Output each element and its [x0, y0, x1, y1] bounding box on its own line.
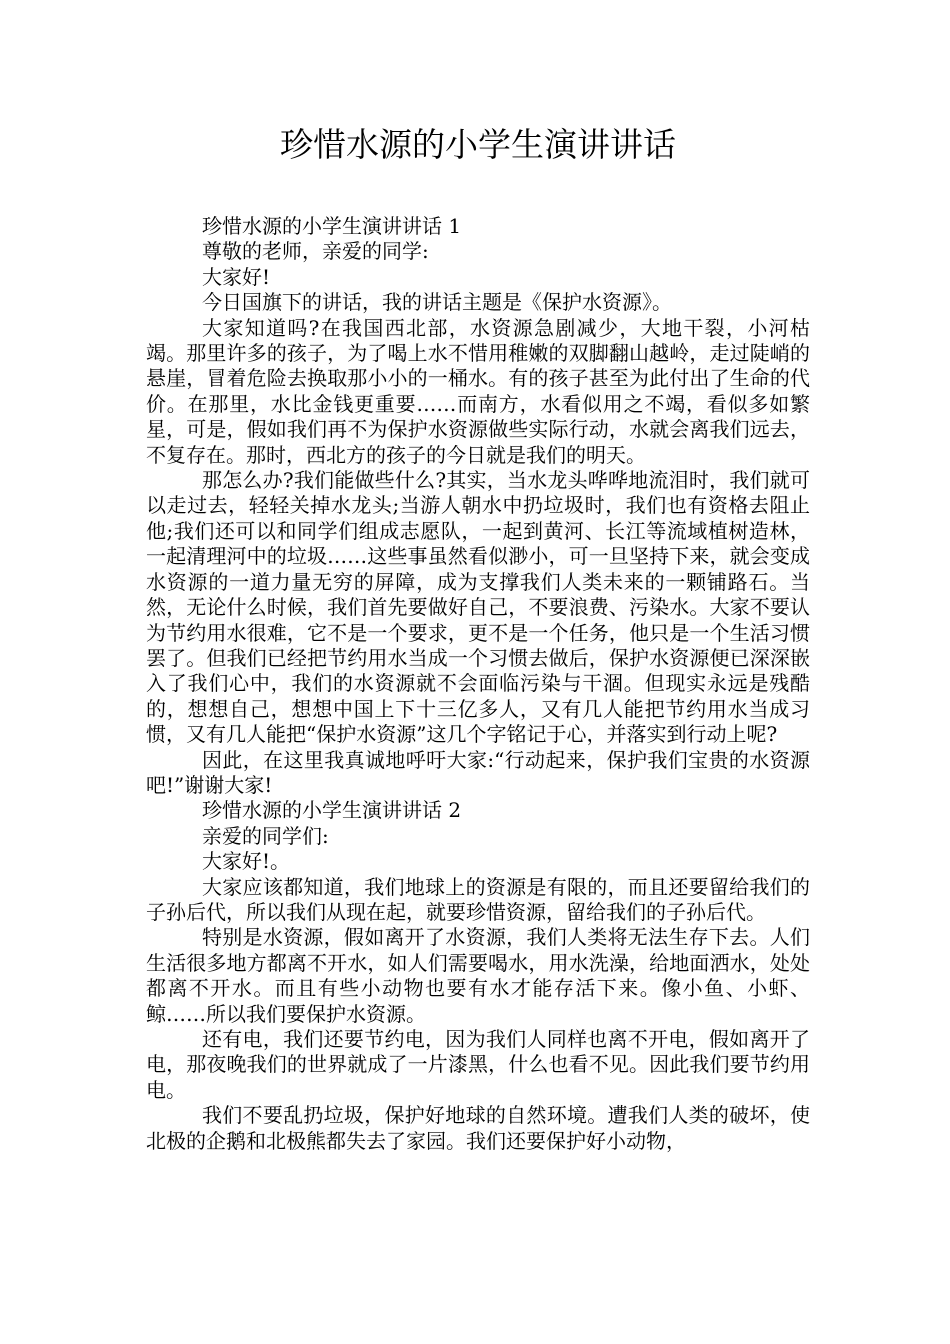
section-heading-2: 珍惜水源的小学生演讲讲话 2 [202, 798, 462, 823]
greeting: 大家好!。 [202, 849, 291, 874]
body-paragraph: 因此，在这里我真诚地呼吁大家:“行动起来，保护我们宝贵的水资源吧!”谢谢大家! [146, 747, 810, 797]
body-paragraph: 大家知道吗?在我国西北部，水资源急剧减少，大地干裂，小河枯竭。那里许多的孩子，为了喝上水不惜用稚嫩的双脚翻山越岭，走过陡峭的悬崖，冒着危险去换取那小小的一桶水。有的孩子甚至为此付出了生命的代价。在那里，水比金钱更重要……而南方，水看似用之不竭，看似多如繁星，可是，假如我们再不为保护水资源做些实际行动，水就会离我们远去，不复存在。那时，西北方的孩子的今日就是我们的明天。 [146, 315, 810, 467]
body-paragraph: 还有电，我们还要节约电，因为我们人同样也离不开电，假如离开了电，那夜晚我们的世界就成了一片漆黑，什么也看不见。因此我们要节约用电。 [146, 1027, 810, 1102]
body-paragraph: 我们不要乱扔垃圾，保护好地球的自然环境。遭我们人类的破坏，使北极的企鹅和北极熊都失去了家园。我们还要保护好小动物， [146, 1103, 810, 1153]
salutation: 尊敬的老师，亲爱的同学: [202, 239, 429, 264]
section-heading-1: 珍惜水源的小学生演讲讲话 1 [202, 214, 462, 238]
speech-topic-paragraph: 今日国旗下的讲话，我的讲话主题是《保护水资源》。 [202, 290, 672, 315]
body-paragraph: 特别是水资源，假如离开了水资源，我们人类将无法生存下去。人们生活很多地方都离不开水，如人们需要喝水，用水洗澡，给地面洒水，处处都离不开水。而且有些小动物也要有水才能存活下来。像小鱼、小虾、鲸……所以我们要保护水资源。 [146, 925, 810, 1026]
document-title: 珍惜水源的小学生演讲讲话 [280, 125, 676, 164]
salutation: 亲爱的同学们: [202, 823, 329, 848]
greeting: 大家好! [202, 264, 271, 289]
body-paragraph: 大家应该都知道，我们地球上的资源是有限的，而且还要留给我们的子孙后代，所以我们从现在起，就要珍惜资源，留给我们的子孙后代。 [146, 874, 810, 924]
body-paragraph: 那怎么办?我们能做些什么?其实，当水龙头哗哗地流泪时，我们就可以走过去，轻轻关掉水龙头;当游人朝水中扔垃圾时，我们也有资格去阻止他;我们还可以和同学们组成志愿队，一起到黄河、长江等流域植树造林，一起清理河中的垃圾……这些事虽然看似渺小，可一旦坚持下来，就会变成水资源的一道力量无穷的屏障，成为支撑我们人类未来的一颗铺路石。当然，无论什么时候，我们首先要做好自己，不要浪费、污染水。大家不要认为节约用水很难，它不是一个要求，更不是一个任务，他只是一个生活习惯罢了。但我们已经把节约用水当成一个习惯去做后，保护水资源便已深深嵌入了我们心中，我们的水资源就不会面临污染与干涸。但现实永远是残酷的，想想自己，想想中国上下十三亿多人，又有几人能把节约用水当成习惯，又有几人能把“保护水资源”这几个字铭记于心，并落实到行动上呢? [146, 468, 810, 747]
document-page [146, 120, 810, 1154]
